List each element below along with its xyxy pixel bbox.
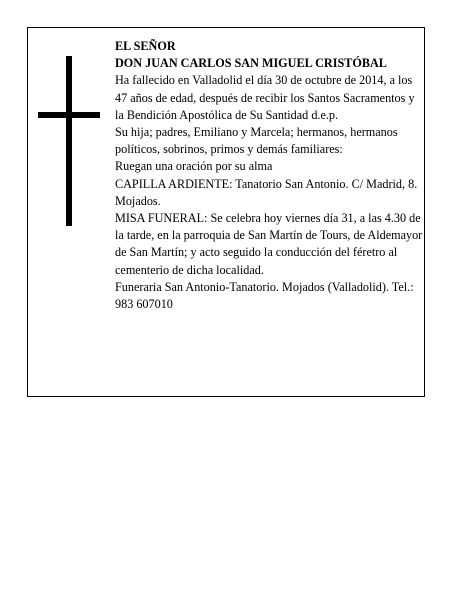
notice-title: EL SEÑOR [115, 39, 176, 53]
notice-text [115, 38, 423, 313]
death-announcement: Ha fallecido en Valladolid el día 30 de octubre de 2014, a los 47 años de edad, después de recibir los Santos Sacramentos y la Bendición Apostólica de Su Santidad d.e.p. [115, 73, 415, 122]
funeral-mass: MISA FUNERAL: Se celebra hoy viernes día 31, a las 4.30 de la tarde, en la parroquia de San Martín de Tours, de Aldemayor de San Martín; y acto seguido la conducción del féretro al cementerio de dicha localidad. [115, 211, 423, 277]
prayer-request: Ruegan una oración por su alma [115, 159, 273, 174]
obituary-notice [27, 27, 425, 397]
funeral-home: Funeraria San Antonio-Tanatorio. Mojados (Valladolid). Tel.: 983 607010 [115, 279, 414, 312]
deceased-name: DON JUAN CARLOS SAN MIGUEL CRISTÓBAL [115, 56, 387, 71]
family-mourners: Su hija; padres, Emiliano y Marcela; hermanos, hermanos políticos, sobrinos, primos y demás familiares: [115, 125, 398, 157]
cross-icon [38, 56, 100, 226]
wake-location: CAPILLA ARDIENTE: Tanatorio San Antonio. C/ Madrid, 8. Mojados. [115, 176, 418, 208]
